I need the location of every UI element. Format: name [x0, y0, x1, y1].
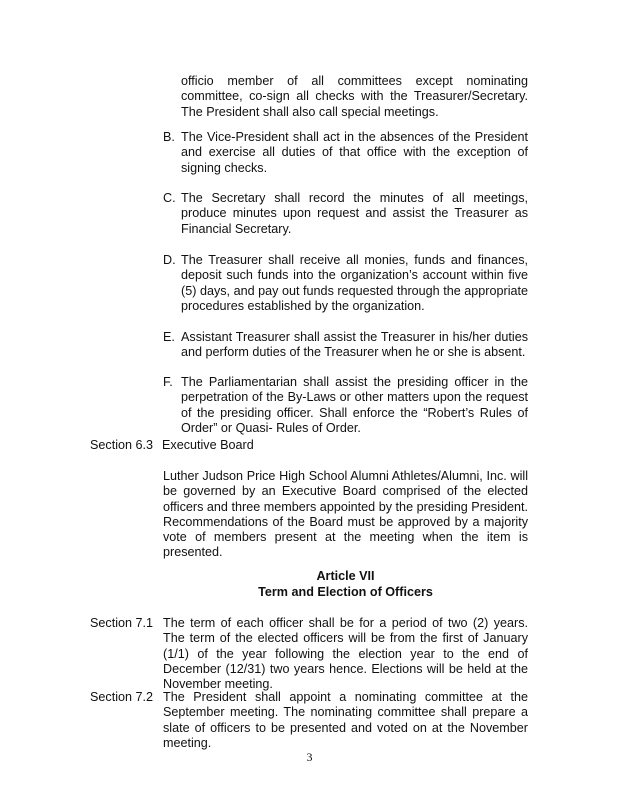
section-6-3-body: Luther Judson Price High School Alumni Athletes/Alumni, Inc. will be governed by an Executive Board comprised of the elected officers and three members appointed by the presiding President. Recommendations of the Board must be approved by a majority vote of members present at the meeting when the item is presented.	[163, 469, 528, 560]
section-7-2-body: The President shall appoint a nominating committee at the September meeting. The nominating committee shall prepare a slate of officers to be presented and voted on at the November meeting.	[163, 690, 528, 750]
section-7-2-label: Section 7.2	[90, 690, 154, 704]
section-7-1-body: The term of each officer shall be for a period of two (2) years. The term of the elected officers will be from the first of January (1/1) of the year following the election year to the end of December (12/31) two years hence. Elections will be held at the November meeting.	[163, 616, 528, 692]
item-text: The Vice-President shall act in the absences of the President and exercise all duties of that office with the exception of signing checks.	[181, 130, 528, 175]
list-item-f	[163, 375, 528, 436]
item-text: The Parliamentarian shall assist the presiding officer in the perpetration of the By-Laws or other matters upon the request of the presiding officer. Shall enforce the “Robert’s Rules of Order” or Quasi- Rules of Order.	[181, 375, 528, 435]
page-number: 3	[306, 750, 313, 764]
item-letter: C.	[163, 191, 176, 205]
section-7-1-label: Section 7.1	[90, 616, 154, 630]
item-letter: E.	[163, 330, 175, 344]
item-letter: D.	[163, 253, 176, 267]
list-item-e	[163, 330, 528, 361]
list-item-d	[163, 253, 528, 314]
item-text: Assistant Treasurer shall assist the Treasurer in his/her duties and perform duties of the Treasurer when he or she is absent.	[181, 330, 528, 360]
list-item-c	[163, 191, 528, 237]
article-number: Article VII	[316, 569, 375, 583]
section-6-3-label: Section 6.3	[90, 438, 154, 452]
section-6-3-title: Executive Board	[162, 438, 254, 452]
item-text: The Secretary shall record the minutes of all meetings, produce minutes upon request and assist the Treasurer as Financial Secretary.	[181, 191, 528, 236]
continuation-paragraph: officio member of all committees except nominating committee, co-sign all checks with the Treasurer/Secretary. The President shall also call special meetings.	[181, 74, 528, 119]
item-text: The Treasurer shall receive all monies, funds and finances, deposit such funds into the organization’s account within five (5) days, and pay out funds requested through the appropriate procedures established by the organization.	[181, 253, 528, 313]
article-title: Term and Election of Officers	[258, 585, 433, 599]
list-item-b	[163, 130, 528, 176]
item-letter: F.	[163, 375, 173, 389]
item-letter: B.	[163, 130, 175, 144]
